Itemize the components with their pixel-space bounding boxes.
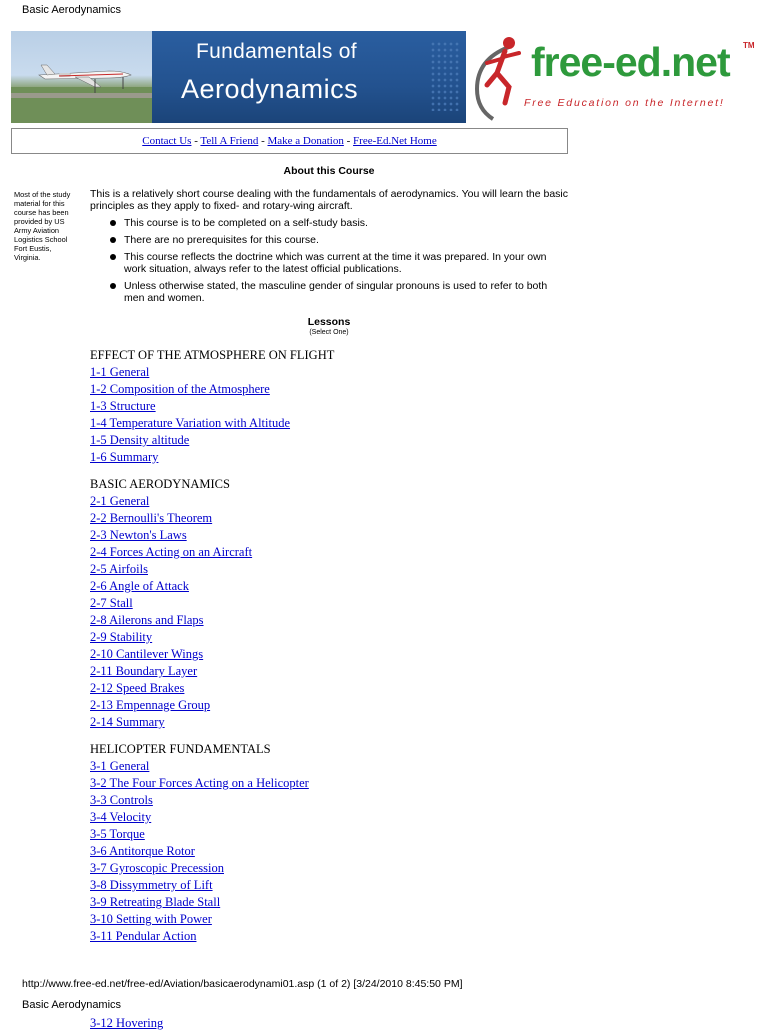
lesson-link[interactable]: 2-1 General xyxy=(90,494,150,508)
tell-a-friend-link[interactable]: Tell A Friend xyxy=(200,135,259,147)
list-item: This course is to be completed on a self-study basis. xyxy=(110,217,565,229)
lesson-link[interactable]: 2-8 Ailerons and Flaps xyxy=(90,613,204,627)
lesson-link[interactable]: 3-11 Pendular Action xyxy=(90,929,197,943)
print-footer-url: http://www.free-ed.net/free-ed/Aviation/basicaerodynami01.asp (1 of 2) [3/24/2010 8:45:50 PM] xyxy=(22,978,463,990)
lesson-section-heading: EFFECT OF THE ATMOSPHERE ON FLIGHT xyxy=(90,348,335,362)
lesson-link[interactable]: 2-11 Boundary Layer xyxy=(90,664,198,678)
lesson-link[interactable]: 1-2 Composition of the Atmosphere xyxy=(90,382,270,396)
next-page-header-title: Basic Aerodynamics xyxy=(22,999,122,1011)
lesson-link[interactable]: 2-10 Cantilever Wings xyxy=(90,647,204,661)
lesson-link[interactable]: 2-6 Angle of Attack xyxy=(90,579,189,593)
lesson-list xyxy=(90,347,570,945)
lesson-link[interactable]: 2-2 Bernoulli's Theorem xyxy=(90,511,213,525)
lesson-link[interactable]: 2-5 Airfoils xyxy=(90,562,148,576)
lesson-link[interactable]: 3-7 Gyroscopic Precession xyxy=(90,861,224,875)
list-item: Unless otherwise stated, the masculine gender of singular pronouns is used to refer to both men and women. xyxy=(110,280,565,304)
lesson-link[interactable]: 3-5 Torque xyxy=(90,827,145,841)
course-intro: This is a relatively short course dealing with the fundamentals of aerodynamics. You will learn the basic principles as they apply to fixed- and rotary-wing aircraft. xyxy=(90,188,569,212)
lesson-link[interactable]: 3-2 The Four Forces Acting on a Helicopter xyxy=(90,776,309,790)
top-nav-links xyxy=(11,128,568,154)
lesson-link[interactable]: 3-9 Retreating Blade Stall xyxy=(90,895,221,909)
free-ed-logo[interactable] xyxy=(469,33,761,121)
lesson-link[interactable]: 1-3 Structure xyxy=(90,399,156,413)
source-credit-note: Most of the study material for this course has been provided by US Army Aviation Logistics School Fort Eustis, Virginia. xyxy=(14,190,71,262)
lesson-link[interactable]: 1-6 Summary xyxy=(90,450,159,464)
next-page-lesson-link[interactable]: 3-12 Hovering xyxy=(90,1016,164,1030)
lesson-link[interactable]: 2-13 Empennage Group xyxy=(90,698,211,712)
lessons-subheading: (Select One) xyxy=(309,329,349,336)
list-item: This course reflects the doctrine which was current at the time it was prepared. In your own work situation, always refer to the latest official publications. xyxy=(110,251,565,275)
lesson-link[interactable]: 3-3 Controls xyxy=(90,793,153,807)
lesson-link[interactable]: 2-14 Summary xyxy=(90,715,165,729)
lesson-section-heading: BASIC AERODYNAMICS xyxy=(90,477,230,491)
lesson-link[interactable]: 2-12 Speed Brakes xyxy=(90,681,185,695)
section-gap xyxy=(90,731,570,741)
course-banner xyxy=(11,31,466,123)
print-header-title: Basic Aerodynamics xyxy=(22,4,122,16)
lesson-section-heading: HELICOPTER FUNDAMENTALS xyxy=(90,742,271,756)
banner-title-line2: Aerodynamics xyxy=(181,74,359,104)
jet-aircraft-icon xyxy=(11,31,152,123)
lesson-link[interactable]: 2-4 Forces Acting on an Aircraft xyxy=(90,545,253,559)
lesson-link[interactable]: 1-4 Temperature Variation with Altitude xyxy=(90,416,291,430)
lesson-link[interactable]: 3-1 General xyxy=(90,759,150,773)
list-item: There are no prerequisites for this course. xyxy=(110,234,565,246)
lesson-link[interactable]: 3-6 Antitorque Rotor xyxy=(90,844,195,858)
about-course-heading: About this Course xyxy=(283,165,375,177)
course-notes-list xyxy=(110,217,565,309)
lesson-link[interactable]: 2-3 Newton's Laws xyxy=(90,528,187,542)
nav-separator: - xyxy=(191,135,201,147)
logo-wordmark: free-ed.net xyxy=(531,39,730,85)
lesson-link[interactable]: 1-5 Density altitude xyxy=(90,433,190,447)
lesson-link[interactable]: 3-4 Velocity xyxy=(90,810,152,824)
lesson-link[interactable]: 2-7 Stall xyxy=(90,596,133,610)
banner-title-line1: Fundamentals of xyxy=(196,40,357,63)
lessons-heading: Lessons xyxy=(307,316,351,328)
lesson-link[interactable]: 3-10 Setting with Power xyxy=(90,912,212,926)
logo-tagline: Free Education on the Internet! xyxy=(524,97,725,109)
section-gap xyxy=(90,466,570,476)
nav-separator: - xyxy=(343,135,354,147)
nav-separator: - xyxy=(258,135,268,147)
contact-us-link[interactable]: Contact Us xyxy=(142,135,192,147)
running-figure-icon xyxy=(469,33,529,121)
make-a-donation-link[interactable]: Make a Donation xyxy=(267,135,344,147)
banner-dot-pattern xyxy=(430,41,460,111)
free-ed-home-link[interactable]: Free-Ed.Net Home xyxy=(353,135,437,147)
lesson-link[interactable]: 1-1 General xyxy=(90,365,150,379)
lesson-link[interactable]: 3-8 Dissymmetry of Lift xyxy=(90,878,213,892)
lesson-link[interactable]: 2-9 Stability xyxy=(90,630,153,644)
banner-title-panel xyxy=(152,31,466,123)
logo-trademark: TM xyxy=(743,41,755,50)
jet-landing-photo xyxy=(11,31,152,123)
